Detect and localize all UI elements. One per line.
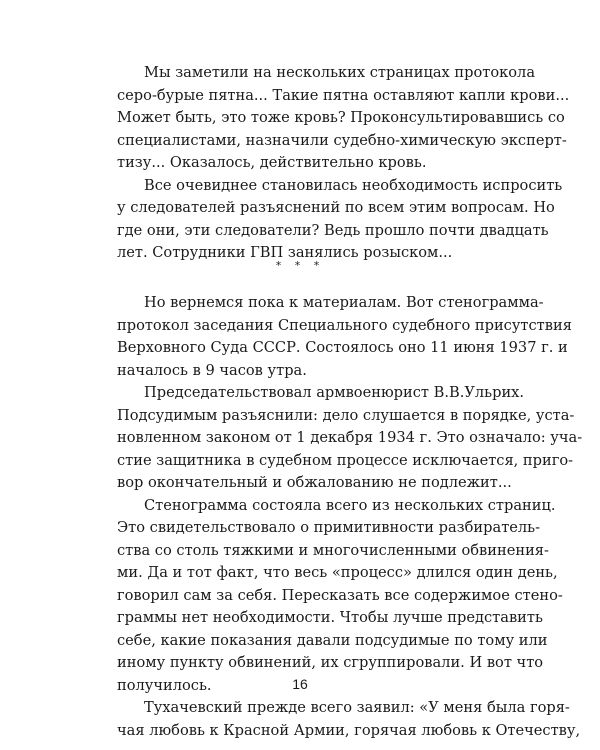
text-line: получилось. (117, 676, 212, 694)
text-line: где они, эти следователи? Ведь прошло почти двадцать (117, 221, 549, 239)
section-separator: * * * (275, 259, 325, 272)
text-line: серо-бурые пятна... Такие пятна оставляют капли крови... (117, 86, 570, 104)
page-number: 16 (292, 676, 308, 692)
text-line: вор окончательный и обжалованию не подлежит... (117, 474, 512, 491)
text-line: Но вернемся пока к материалам. Вот стенограмма- (144, 294, 544, 311)
text-line: тизу... Оказалось, действительно кровь. (117, 154, 427, 171)
text-line: Стенограмма состояла всего из нескольких страниц. (144, 496, 556, 514)
text-line: новленном законом от 1 декабря 1934 г. Это означало: уча- (117, 429, 583, 446)
text-line: себе, какие показания давали подсудимые по тому или (117, 631, 548, 649)
text-line: Это свидетельствовало о примитивности разбиратель- (117, 519, 541, 536)
text-line: граммы нет необходимости. Чтобы лучше представить (117, 609, 543, 626)
paragraph (117, 382, 583, 495)
text-line: протокол заседания Специального судебного присутствия (117, 316, 572, 334)
text-line: у следователей разъяснений по всем этим вопросам. Но (117, 199, 555, 216)
text-line: ми. Да и тот факт, что весь «процесс» длился один день, (117, 564, 558, 581)
text-line: Председательствовал армвоенюрист В.В.Ульрих. (144, 384, 525, 401)
paragraph (117, 292, 572, 382)
text-line: говорил сам за себя. Пересказать все содержимое стено- (117, 586, 563, 604)
text-line: началось в 9 часов утра. (117, 361, 307, 379)
paragraph (117, 62, 570, 175)
text-block-top (117, 62, 570, 265)
paragraph (117, 495, 563, 698)
text-line: Мы заметили на нескольких страницах протокола (144, 64, 536, 81)
text-line: лет. Сотрудники ГВП занялись розыском... (117, 244, 453, 261)
text-line: Верховного Суда СССР. Состоялось оно 11 июня 1937 г. и (117, 339, 568, 356)
text-line: Тухачевский прежде всего заявил: «У меня была горя- (144, 699, 570, 716)
text-line: специалистами, назначили судебно-химическую эксперт- (117, 131, 567, 149)
paragraph (117, 697, 581, 742)
text-line: стие защитника в судебном процессе исключается, приго- (117, 451, 574, 469)
text-block-bottom (117, 292, 583, 742)
text-line: Может быть, это тоже кровь? Проконсультировавшись со (117, 109, 565, 126)
text-line: чая любовь к Красной Армии, горячая любовь к Отечеству, (117, 721, 581, 739)
text-line: ства со столь тяжкими и многочисленными обвинения- (117, 541, 549, 559)
text-line: Все очевиднее становилась необходимость испросить (144, 176, 563, 194)
text-line: иному пункту обвинений, их сгруппировали. И вот что (117, 654, 544, 671)
paragraph (117, 175, 563, 265)
text-line: Подсудимым разъяснили: дело слушается в порядке, уста- (117, 406, 575, 424)
